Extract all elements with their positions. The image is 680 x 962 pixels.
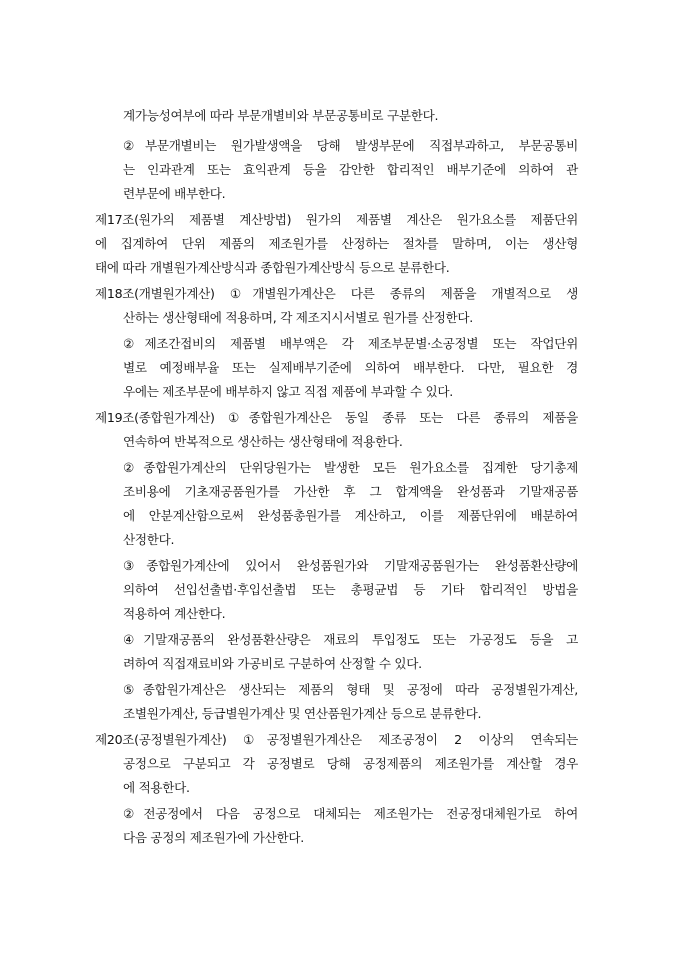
text-line: 조별원가계산, 등급별원가계산 및 연산품원가계산 등으로 분류한다.: [123, 706, 482, 721]
text-line: 에 집계하여 단위 제품의 제조원가를 산정하는 절차를 말하며, 이는 생산형: [95, 236, 578, 251]
text-line: ②부문개별비는 원가발생액을 당해 발생부문에 직접부과하고, 부문공통비: [123, 138, 578, 153]
text-line: 적용하여 계산한다.: [123, 606, 226, 621]
text-line: 련부문에 배부한다.: [123, 186, 226, 201]
text-line: 에 안분계산함으로써 완성품총원가를 계산하고, 이를 제품단위에 배분하여: [123, 508, 578, 523]
text-line: 연속하여 반복적으로 생산하는 생산형태에 적용한다.: [123, 434, 403, 449]
article-18-line: 제18조(개별원가계산) ①개별원가계산은 다른 종류의 제품을 개별적으로 생: [95, 286, 578, 301]
article-19-line: 제19조(종합원가계산) ①종합원가계산은 동일 종류 또는 다른 종류의 제품을: [95, 410, 578, 425]
text-line: 조비용에 기초재공품원가를 가산한 후 그 합계액을 완성품과 기말재공품: [123, 484, 578, 499]
text-line: 산하는 생산형태에 적용하며, 각 제조지시서별로 원가를 산정한다.: [123, 310, 473, 325]
text-line: 공정으로 구분되고 각 공정별로 당해 공정제품의 제조원가를 계산할 경우: [123, 756, 578, 771]
text-line: 는 인과관계 또는 효익관계 등을 감안한 합리적인 배부기준에 의하여 관: [123, 162, 578, 177]
text-line: 에 적용한다.: [123, 780, 190, 795]
text-line: 별로 예정배부율 또는 실제배부기준에 의하여 배부한다. 다만, 필요한 경: [123, 360, 578, 375]
text-line: ⑤종합원가계산은 생산되는 제품의 형태 및 공정에 따라 공정별원가계산,: [123, 682, 578, 697]
article-17-line: 제17조(원가의 제품별 계산방법) 원가의 제품별 계산은 원가요소를 제품단위: [95, 212, 578, 227]
text-line: 산정한다.: [123, 532, 175, 547]
text-line: 계가능성여부에 따라 부문개별비와 부문공통비로 구분한다.: [123, 108, 439, 123]
text-line: 태에 따라 개별원가계산방식과 종합원가계산방식 등으로 분류한다.: [95, 260, 450, 275]
text-line: 의하여 선입선출법·후입선출법 또는 총평균법 등 기타 합리적인 방법을: [123, 582, 578, 597]
text-line: ③종합원가계산에 있어서 완성품원가와 기말재공품원가는 완성품환산량에: [123, 558, 578, 573]
text-line: ②종합원가계산의 단위당원가는 발생한 모든 원가요소를 집계한 당기총제: [123, 460, 578, 475]
text-line: 우에는 제조부문에 배부하지 않고 직접 제품에 부과할 수 있다.: [123, 384, 453, 399]
text-line: ②전공정에서 다음 공정으로 대체되는 제조원가는 전공정대체원가로 하여: [123, 806, 578, 821]
text-line: 다음 공정의 제조원가에 가산한다.: [123, 830, 304, 845]
text-line: 려하여 직접재료비와 가공비로 구분하여 산정할 수 있다.: [123, 656, 422, 671]
text-line: ②제조간접비의 제품별 배부액은 각 제조부문별·소공정별 또는 작업단위: [123, 336, 578, 351]
text-line: ④기말재공품의 완성품환산량은 재료의 투입정도 또는 가공정도 등을 고: [123, 632, 578, 647]
article-20-line: 제20조(공정별원가계산) ①공정별원가계산은 제조공정이 2 이상의 연속되는: [95, 732, 578, 747]
